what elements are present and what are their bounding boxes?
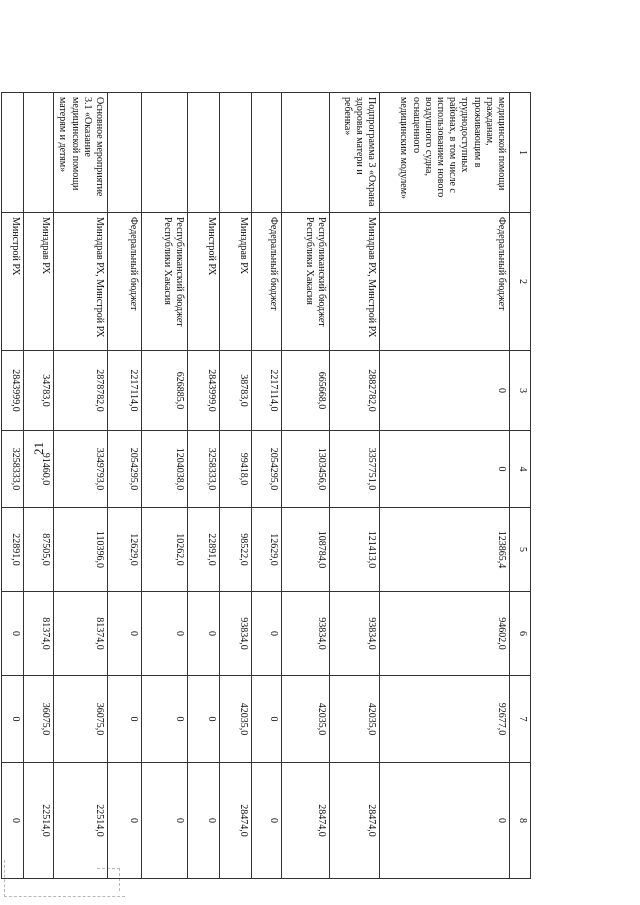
value-cell: 28474,0 [220, 763, 252, 879]
value-cell: 0 [380, 763, 510, 879]
value-cell: 108784,0 [282, 508, 330, 592]
program-name-cell: медицинской помощи гражданам, проживающим в труднодоступных районах, в том числе с использованием нового воздушного судна, оснащенного медицинским модулем» [380, 93, 510, 213]
value-cell: 87505,0 [24, 508, 54, 592]
program-name-cell [142, 93, 188, 213]
value-cell: 2054295,0 [252, 431, 282, 508]
column-number: 7 [510, 676, 531, 763]
table-row [220, 93, 252, 879]
value-cell: 3357751,0 [330, 431, 380, 508]
value-cell: 665668,0 [282, 351, 330, 431]
page-number: 21 [31, 442, 46, 455]
value-cell: 0 [252, 763, 282, 879]
column-number: 1 [510, 93, 531, 213]
responsible-cell: Федеральный бюджет [252, 213, 282, 351]
value-cell: 0 [380, 431, 510, 508]
table-row [252, 93, 282, 879]
value-cell: 626885,0 [142, 351, 188, 431]
value-cell: 0 [188, 592, 220, 676]
value-cell: 121413,0 [330, 508, 380, 592]
value-cell: 1303456,0 [282, 431, 330, 508]
value-cell: 1204038,0 [142, 431, 188, 508]
responsible-cell: Республиканский бюджет Республики Хакасия [282, 213, 330, 351]
program-name-cell [252, 93, 282, 213]
value-cell: 22514,0 [24, 763, 54, 879]
program-name-cell [24, 93, 54, 213]
value-cell: 36075,0 [24, 676, 54, 763]
value-cell: 12629,0 [108, 508, 142, 592]
value-cell: 81374,0 [54, 592, 108, 676]
responsible-cell: Минздрав РХ [24, 213, 54, 351]
value-cell: 0 [188, 763, 220, 879]
column-number-row [510, 93, 531, 879]
program-name-cell [108, 93, 142, 213]
value-cell: 0 [380, 351, 510, 431]
responsible-cell: Минстрой РХ [2, 213, 24, 351]
table-row [330, 93, 380, 879]
value-cell: 94602,0 [380, 592, 510, 676]
value-cell: 42035,0 [282, 676, 330, 763]
value-cell: 3258333,0 [188, 431, 220, 508]
table-row [24, 93, 54, 879]
value-cell: 123865,4 [380, 508, 510, 592]
column-number: 2 [510, 213, 531, 351]
value-cell: 2843999,0 [188, 351, 220, 431]
value-cell: 2217114,0 [108, 351, 142, 431]
program-name-cell [2, 93, 24, 213]
value-cell: 0 [2, 592, 24, 676]
column-number: 6 [510, 592, 531, 676]
responsible-cell: Минстрой РХ [188, 213, 220, 351]
value-cell: 42035,0 [330, 676, 380, 763]
program-name-cell [188, 93, 220, 213]
value-cell: 2054295,0 [108, 431, 142, 508]
program-financing-table [1, 92, 531, 879]
responsible-cell: Минздрав РХ, Минстрой РХ [54, 213, 108, 351]
value-cell: 28474,0 [330, 763, 380, 879]
value-cell: 38783,0 [220, 351, 252, 431]
value-cell: 12629,0 [252, 508, 282, 592]
responsible-cell: Федеральный бюджет [108, 213, 142, 351]
program-name-cell: Подпрограмма 3 «Охрана здоровья матери и ребенка» [330, 93, 380, 213]
value-cell: 0 [252, 592, 282, 676]
value-cell: 0 [252, 676, 282, 763]
table-row [142, 93, 188, 879]
value-cell: 93834,0 [282, 592, 330, 676]
value-cell: 99418,0 [220, 431, 252, 508]
value-cell: 110396,0 [54, 508, 108, 592]
table-row [108, 93, 142, 879]
responsible-cell: Минздрав РХ, Минстрой РХ [330, 213, 380, 351]
value-cell: 28474,0 [282, 763, 330, 879]
value-cell: 0 [108, 592, 142, 676]
value-cell: 2878782,0 [54, 351, 108, 431]
value-cell: 3349793,0 [54, 431, 108, 508]
value-cell: 0 [142, 763, 188, 879]
value-cell: 92677,0 [380, 676, 510, 763]
value-cell: 0 [142, 592, 188, 676]
value-cell: 93834,0 [330, 592, 380, 676]
program-name-cell [282, 93, 330, 213]
value-cell: 0 [108, 676, 142, 763]
column-number: 4 [510, 431, 531, 508]
value-cell: 22891,0 [188, 508, 220, 592]
responsible-cell: Федеральный бюджет [380, 213, 510, 351]
column-number: 5 [510, 508, 531, 592]
value-cell: 2217114,0 [252, 351, 282, 431]
table-row [2, 93, 24, 879]
value-cell: 0 [2, 763, 24, 879]
column-number: 3 [510, 351, 531, 431]
table-row [282, 93, 330, 879]
value-cell: 22891,0 [2, 508, 24, 592]
value-cell: 0 [188, 676, 220, 763]
value-cell: 91460,0 [24, 431, 54, 508]
value-cell: 36075,0 [54, 676, 108, 763]
value-cell: 34783,0 [24, 351, 54, 431]
responsible-cell: Республиканский бюджет Республики Хакасия [142, 213, 188, 351]
value-cell: 2882782,0 [330, 351, 380, 431]
table-row [188, 93, 220, 879]
program-name-cell [220, 93, 252, 213]
value-cell: 93834,0 [220, 592, 252, 676]
program-name-cell: Основное мероприятие 3.1 «Оказание медицинской помощи матерям и детям» [54, 93, 108, 213]
value-cell: 0 [2, 676, 24, 763]
value-cell: 98522,0 [220, 508, 252, 592]
value-cell: 81374,0 [24, 592, 54, 676]
value-cell: 2843999,0 [2, 351, 24, 431]
table-row [54, 93, 108, 879]
program-financing-table-container [10, 92, 531, 878]
value-cell: 22514,0 [54, 763, 108, 879]
value-cell: 3258333,0 [2, 431, 24, 508]
value-cell: 0 [108, 763, 142, 879]
table-row [380, 93, 510, 879]
value-cell: 42035,0 [220, 676, 252, 763]
responsible-cell: Минздрав РХ [220, 213, 252, 351]
value-cell: 0 [142, 676, 188, 763]
column-number: 8 [510, 763, 531, 879]
value-cell: 10262,0 [142, 508, 188, 592]
